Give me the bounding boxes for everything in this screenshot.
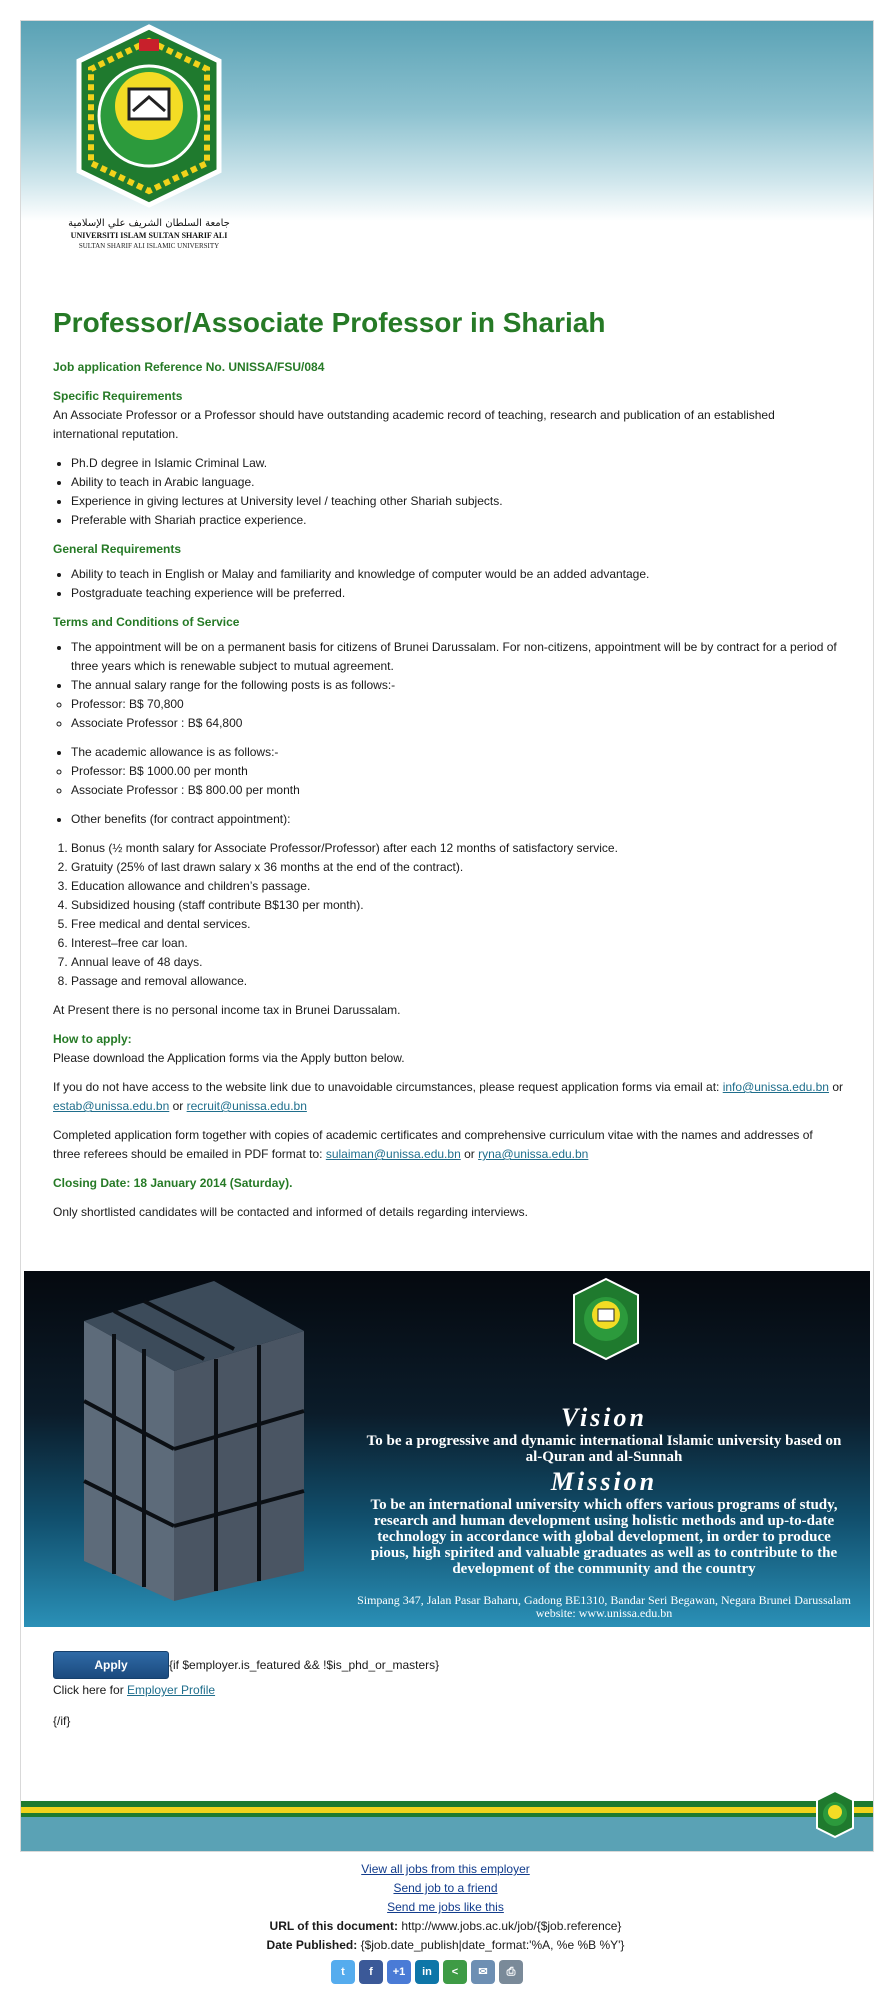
banner-website: website: www.unissa.edu.bn (535, 1606, 673, 1620)
vision-mission-banner (24, 1271, 870, 1627)
list-item: • Ability to teach in Arabic language. (71, 473, 843, 492)
view-all-jobs-link[interactable]: View all jobs from this employer (361, 1862, 530, 1876)
list-item: • Experience in giving lectures at University level / teaching other Shariah subjects. (71, 492, 843, 511)
completed-paragraph: Completed application form together with copies of academic certificates and comprehensive curriculum vitae with the names and addresses of three referees should be emailed in PDF format to: sulaiman@unissa.edu.bn or ryna@unissa.edu.bn (53, 1128, 813, 1161)
logo-arabic: جامعة السلطان الشريف علي الإسلامية (68, 218, 230, 229)
list-item: 2. Gratuity (25% of last drawn salary x 36 months at the end of the contract). (71, 858, 843, 877)
allowance-intro-list (53, 743, 843, 762)
click-here-text: Click here for (53, 1683, 124, 1697)
general-heading: General Requirements (53, 542, 182, 556)
terms-heading: Terms and Conditions of Service (53, 615, 240, 629)
email-link-ryna[interactable]: ryna@unissa.edu.bn (478, 1147, 589, 1161)
twitter-icon[interactable]: t (331, 1960, 355, 1984)
job-title: Professor/Associate Professor in Shariah (53, 307, 606, 338)
access-paragraph: If you do not have access to the website link due to unavoidable circumstances, please request application forms via email at: info@unissa.edu.bn or estab@unissa.edu.bn or recruit@unissa.edu.bn (53, 1080, 843, 1113)
list-item: 7. Annual leave of 48 days. (71, 953, 843, 972)
salary-list (53, 695, 843, 733)
specific-list (53, 454, 843, 530)
date-published: {$job.date_publish|date_format:'%A, %e %B %Y'} (360, 1938, 625, 1952)
email-icon[interactable]: ✉ (471, 1960, 495, 1984)
job-advert-frame (20, 20, 874, 1852)
mission-text: To be an international university which offers various programs of study, research and human development using holistic methods and up-to-date technology in accordance with global development, in order to produce pious, high spirited and valuable graduates as well as to contribute to the development of the community and the country (370, 1497, 838, 1577)
benefits-list (53, 839, 843, 991)
vision-title: Vision (561, 1403, 647, 1432)
linkedin-icon[interactable]: in (415, 1960, 439, 1984)
list-item: 1. Bonus (½ month salary for Associate Professor/Professor) after each 12 months of satisfactory service. (71, 839, 843, 858)
email-link-sulaiman[interactable]: sulaiman@unissa.edu.bn (325, 1147, 461, 1161)
print-icon[interactable]: ⎙ (499, 1960, 523, 1984)
list-item: • Ph.D degree in Islamic Criminal Law. (71, 454, 843, 473)
list-item: ◦ Professor: B$ 70,800 (71, 695, 843, 714)
footer-logo (813, 1789, 857, 1845)
list-item: • Ability to teach in English or Malay and familiarity and knowledge of computer would be an added advantage. (71, 565, 843, 584)
job-content (53, 306, 843, 1232)
mission-title: Mission (550, 1467, 658, 1496)
facebook-icon[interactable]: f (359, 1960, 383, 1984)
terms-list (53, 638, 843, 695)
template-endif-text: {/if} (53, 1714, 71, 1728)
specific-heading: Specific Requirements (53, 389, 183, 403)
email-link-estab[interactable]: estab@unissa.edu.bn (53, 1099, 170, 1113)
list-item: • The appointment will be on a permanent basis for citizens of Brunei Darussalam. For non-citizens, appointment will be by contract for a period of three years which is renewable subject to mutual agreement. (71, 638, 843, 676)
list-item: 4. Subsidized housing (staff contribute B$130 per month). (71, 896, 843, 915)
list-item: • Preferable with Shariah practice experience. (71, 511, 843, 530)
list-item: ◦ Professor: B$ 1000.00 per month (71, 762, 843, 781)
how-to-apply-text: Please download the Application forms via the Apply button below. (53, 1051, 405, 1065)
employer-profile-link[interactable]: Employer Profile (127, 1683, 216, 1697)
list-item: • The annual salary range for the following posts is as follows:- (71, 676, 843, 695)
url-line: URL of this document: http://www.jobs.ac.uk/job/{$job.reference} (269, 1919, 622, 1933)
general-list (53, 565, 843, 603)
other-benefits-intro (53, 810, 843, 829)
allowance-list (53, 762, 843, 800)
social-share-bar (331, 1960, 523, 1984)
google-plus-icon[interactable]: +1 (387, 1960, 411, 1984)
apply-button[interactable]: Apply (53, 1651, 169, 1679)
list-item: 8. Passage and removal allowance. (71, 972, 843, 991)
closing-date: Closing Date: 18 January 2014 (Saturday). (53, 1176, 293, 1190)
specific-intro: An Associate Professor or a Professor should have outstanding academic record of teaching, research and publication of an established international reputation. (53, 408, 775, 441)
share-icon[interactable]: < (443, 1960, 467, 1984)
tax-note: At Present there is no personal income tax in Brunei Darussalam. (53, 1003, 401, 1017)
date-line: Date Published: {$job.date_publish|date_format:'%A, %e %B %Y'} (266, 1938, 625, 1952)
list-item: • The academic allowance is as follows:- (71, 743, 843, 762)
banner-logo (566, 1275, 646, 1370)
list-item: ◦ Associate Professor : B$ 64,800 (71, 714, 843, 733)
list-item: 6. Interest–free car loan. (71, 934, 843, 953)
apply-section (53, 1651, 439, 1731)
document-url: http://www.jobs.ac.uk/job/{$job.reference} (401, 1919, 622, 1933)
shortlist-note: Only shortlisted candidates will be contacted and informed of details regarding interviews. (53, 1205, 528, 1219)
list-item: ◦ Associate Professor : B$ 800.00 per month (71, 781, 843, 800)
page-footer (0, 1860, 891, 1955)
how-to-apply-heading: How to apply: (53, 1032, 132, 1046)
list-item: 3. Education allowance and children’s passage. (71, 877, 843, 896)
footer-stripes (21, 1801, 873, 1851)
list-item: • Other benefits (for contract appointment): (71, 810, 843, 829)
list-item: 5. Free medical and dental services. (71, 915, 843, 934)
list-item: • Postgraduate teaching experience will be preferred. (71, 584, 843, 603)
template-if-text: {if $employer.is_featured && !$is_phd_or_masters} (169, 1658, 440, 1672)
logo-name-ms: UNIVERSITI ISLAM SULTAN SHARIF ALI (70, 231, 228, 240)
logo-name-en: SULTAN SHARIF ALI ISLAMIC UNIVERSITY (78, 242, 220, 250)
job-reference: Job application Reference No. UNISSA/FSU/084 (53, 360, 325, 374)
send-similar-jobs-link[interactable]: Send me jobs like this (387, 1900, 504, 1914)
send-to-friend-link[interactable]: Send job to a friend (393, 1881, 498, 1895)
unissa-logo (49, 21, 249, 251)
banner-address: Simpang 347, Jalan Pasar Baharu, Gadong BE1310, Bandar Seri Begawan, Negara Brunei Darussalam (357, 1593, 851, 1607)
vision-text: To be a progressive and dynamic international Islamic university based on al-Quran and al-Sunnah (366, 1433, 842, 1465)
email-link-recruit[interactable]: recruit@unissa.edu.bn (186, 1099, 307, 1113)
photo-cube-graphic (44, 1271, 344, 1627)
email-link-info[interactable]: info@unissa.edu.bn (722, 1080, 829, 1094)
